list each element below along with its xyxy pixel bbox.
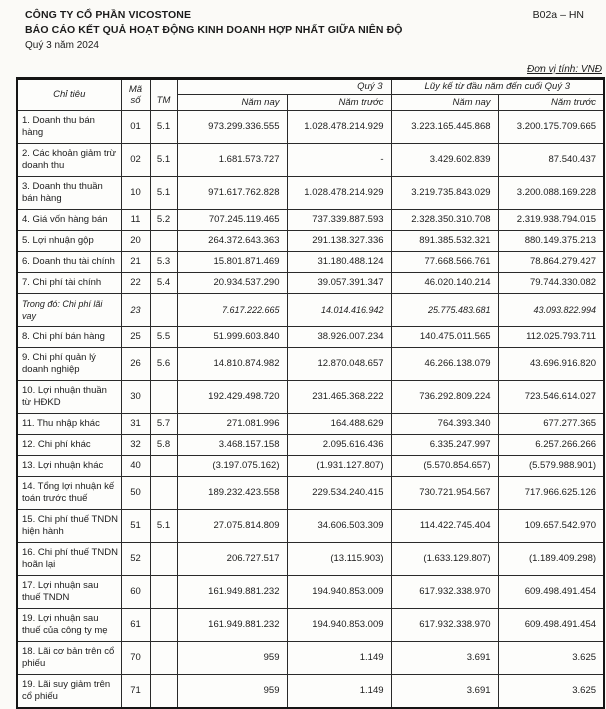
cell-ytd-prior: 6.257.266.266 (498, 435, 604, 456)
report-title: BÁO CÁO KẾT QUẢ HOẠT ĐỘNG KINH DOANH HỢP NHẤT GIỮA NIÊN ĐỘ (25, 24, 403, 36)
cell-q3-current: 14.810.874.982 (177, 348, 287, 381)
cell-q3-prior: 164.488.629 (287, 414, 391, 435)
table-row (17, 252, 604, 273)
cell-ytd-current: 736.292.809.224 (391, 381, 498, 414)
cell-code: 70 (121, 642, 150, 675)
cell-q3-current: 264.372.643.363 (177, 231, 287, 252)
company-name: CÔNG TY CỔ PHẦN VICOSTONE (25, 9, 192, 21)
cell-ytd-current: 617.932.338.970 (391, 609, 498, 642)
cell-note: 5.6 (150, 348, 177, 381)
cell-code: 30 (121, 381, 150, 414)
cell-q3-prior: 38.926.007.234 (287, 327, 391, 348)
cell-ytd-prior: 3.200.175.709.665 (498, 111, 604, 144)
table-row (17, 435, 604, 456)
cell-code: 11 (121, 210, 150, 231)
table-body (17, 111, 604, 709)
cell-q3-current: 15.801.871.469 (177, 252, 287, 273)
cell-ytd-current: 25.775.483.681 (391, 294, 498, 327)
cell-label: 18. Lãi cơ bản trên cổ phiếu (17, 642, 121, 675)
table-row (17, 381, 604, 414)
cell-ytd-current: 764.393.340 (391, 414, 498, 435)
cell-code: 20 (121, 231, 150, 252)
cell-ytd-prior: 3.200.088.169.228 (498, 177, 604, 210)
col-header-q3-prior: Năm trước (287, 95, 391, 111)
cell-note: 5.1 (150, 510, 177, 543)
cell-code: 21 (121, 252, 150, 273)
cell-label: 16. Chi phí thuế TNDN hoãn lại (17, 543, 121, 576)
cell-note: 5.7 (150, 414, 177, 435)
col-header-code (121, 79, 150, 111)
cell-note (150, 381, 177, 414)
cell-code: 40 (121, 456, 150, 477)
cell-code: 02 (121, 144, 150, 177)
cell-q3-prior: (1.931.127.807) (287, 456, 391, 477)
col-header-ytd-current: Năm nay (391, 95, 498, 111)
cell-code: 31 (121, 414, 150, 435)
cell-code: 52 (121, 543, 150, 576)
cell-ytd-prior: 43.696.916.820 (498, 348, 604, 381)
cell-code: 25 (121, 327, 150, 348)
table-row (17, 231, 604, 252)
cell-note: 5.5 (150, 327, 177, 348)
cell-ytd-current: 3.691 (391, 675, 498, 709)
cell-q3-current: 3.468.157.158 (177, 435, 287, 456)
cell-q3-current: 20.934.537.290 (177, 273, 287, 294)
col-header-ytd-prior: Năm trước (498, 95, 604, 111)
cell-ytd-prior: (5.579.988.901) (498, 456, 604, 477)
cell-note: 5.8 (150, 435, 177, 456)
cell-ytd-current: (1.633.129.807) (391, 543, 498, 576)
cell-note: 5.2 (150, 210, 177, 231)
col-header-code-bottom: số (130, 95, 141, 106)
cell-q3-current: 959 (177, 642, 287, 675)
cell-q3-prior: 34.606.503.309 (287, 510, 391, 543)
cell-label: 11. Thu nhập khác (17, 414, 121, 435)
cell-ytd-prior: 3.625 (498, 642, 604, 675)
cell-ytd-prior: 78.864.279.427 (498, 252, 604, 273)
cell-label: Trong đó: Chi phí lãi vay (17, 294, 121, 327)
cell-q3-current: 189.232.423.558 (177, 477, 287, 510)
cell-code: 22 (121, 273, 150, 294)
cell-q3-current: 161.949.881.232 (177, 576, 287, 609)
col-group-ytd: Lũy kế từ đầu năm đến cuối Quý 3 (391, 79, 604, 95)
cell-label: 5. Lợi nhuận gộp (17, 231, 121, 252)
cell-code: 32 (121, 435, 150, 456)
cell-ytd-current: 3.429.602.839 (391, 144, 498, 177)
cell-ytd-prior: 87.540.437 (498, 144, 604, 177)
cell-q3-current: 192.429.498.720 (177, 381, 287, 414)
unit-label: Đơn vị tính: VNĐ (527, 64, 602, 75)
cell-ytd-current: 114.422.745.404 (391, 510, 498, 543)
table-row (17, 609, 604, 642)
cell-label: 17. Lợi nhuận sau thuế TNDN (17, 576, 121, 609)
cell-q3-prior: 231.465.368.222 (287, 381, 391, 414)
table-row (17, 510, 604, 543)
cell-ytd-current: 891.385.532.321 (391, 231, 498, 252)
cell-ytd-current: (5.570.854.657) (391, 456, 498, 477)
cell-code: 50 (121, 477, 150, 510)
cell-ytd-prior: 79.744.330.082 (498, 273, 604, 294)
cell-q3-current: 1.681.573.727 (177, 144, 287, 177)
cell-ytd-current: 3.691 (391, 642, 498, 675)
cell-q3-prior: 1.028.478.214.929 (287, 177, 391, 210)
cell-note: 5.4 (150, 273, 177, 294)
cell-label: 9. Chi phí quản lý doanh nghiệp (17, 348, 121, 381)
cell-note (150, 231, 177, 252)
cell-ytd-prior: 2.319.938.794.015 (498, 210, 604, 231)
cell-q3-current: 973.299.336.555 (177, 111, 287, 144)
cell-q3-current: (3.197.075.162) (177, 456, 287, 477)
table-row (17, 576, 604, 609)
cell-label: 13. Lợi nhuận khác (17, 456, 121, 477)
cell-ytd-prior: 677.277.365 (498, 414, 604, 435)
cell-note (150, 576, 177, 609)
table-header (17, 79, 604, 111)
cell-q3-current: 959 (177, 675, 287, 709)
cell-note (150, 543, 177, 576)
cell-ytd-current: 3.223.165.445.868 (391, 111, 498, 144)
col-header-q3-current: Năm nay (177, 95, 287, 111)
cell-q3-current: 206.727.517 (177, 543, 287, 576)
cell-ytd-current: 3.219.735.843.029 (391, 177, 498, 210)
income-statement-table (16, 77, 605, 709)
form-code: B02a – HN (532, 9, 584, 21)
table-row (17, 477, 604, 510)
cell-code: 60 (121, 576, 150, 609)
cell-q3-prior: 14.014.416.942 (287, 294, 391, 327)
cell-ytd-prior: 609.498.491.454 (498, 576, 604, 609)
cell-ytd-prior: 609.498.491.454 (498, 609, 604, 642)
cell-label: 19. Lợi nhuận sau thuế của công ty mẹ (17, 609, 121, 642)
table-row (17, 675, 604, 709)
cell-q3-prior: 194.940.853.009 (287, 609, 391, 642)
table-row (17, 294, 604, 327)
cell-q3-prior: 737.339.887.593 (287, 210, 391, 231)
cell-note: 5.1 (150, 177, 177, 210)
table-row (17, 327, 604, 348)
cell-label: 14. Tổng lợi nhuận kế toán trước thuế (17, 477, 121, 510)
cell-ytd-current: 6.335.247.997 (391, 435, 498, 456)
cell-label: 6. Doanh thu tài chính (17, 252, 121, 273)
table-row (17, 543, 604, 576)
document-header (25, 9, 584, 51)
cell-note (150, 456, 177, 477)
cell-code: 51 (121, 510, 150, 543)
cell-ytd-prior: 880.149.375.213 (498, 231, 604, 252)
cell-q3-current: 971.617.762.828 (177, 177, 287, 210)
cell-ytd-prior: 109.657.542.970 (498, 510, 604, 543)
cell-code: 71 (121, 675, 150, 709)
cell-q3-prior: 291.138.327.336 (287, 231, 391, 252)
cell-q3-current: 271.081.996 (177, 414, 287, 435)
cell-ytd-current: 617.932.338.970 (391, 576, 498, 609)
cell-note: 5.1 (150, 111, 177, 144)
cell-note (150, 642, 177, 675)
cell-code: 23 (121, 294, 150, 327)
table-row (17, 111, 604, 144)
cell-note (150, 477, 177, 510)
cell-q3-current: 161.949.881.232 (177, 609, 287, 642)
cell-q3-prior: 194.940.853.009 (287, 576, 391, 609)
cell-ytd-current: 730.721.954.567 (391, 477, 498, 510)
col-group-q3: Quý 3 (177, 79, 391, 95)
table-row (17, 210, 604, 231)
cell-q3-prior: 2.095.616.436 (287, 435, 391, 456)
cell-label: 15. Chi phí thuế TNDN hiện hành (17, 510, 121, 543)
cell-label: 3. Doanh thu thuần bán hàng (17, 177, 121, 210)
cell-ytd-prior: 3.625 (498, 675, 604, 709)
cell-label: 8. Chi phí bán hàng (17, 327, 121, 348)
table-row (17, 348, 604, 381)
table-row (17, 177, 604, 210)
cell-q3-prior: (13.115.903) (287, 543, 391, 576)
cell-label: 10. Lợi nhuận thuần từ HĐKD (17, 381, 121, 414)
cell-label: 1. Doanh thu bán hàng (17, 111, 121, 144)
table-row (17, 642, 604, 675)
col-header-criteria: Chỉ tiêu (17, 79, 121, 111)
cell-q3-prior: 39.057.391.347 (287, 273, 391, 294)
cell-q3-prior: 31.180.488.124 (287, 252, 391, 273)
col-header-code-top: Mã (128, 84, 143, 95)
cell-q3-prior: 1.028.478.214.929 (287, 111, 391, 144)
cell-code: 26 (121, 348, 150, 381)
cell-ytd-prior: 723.546.614.027 (498, 381, 604, 414)
report-period: Quý 3 năm 2024 (25, 40, 99, 51)
cell-ytd-prior: (1.189.409.298) (498, 543, 604, 576)
cell-note (150, 294, 177, 327)
cell-label: 7. Chi phí tài chính (17, 273, 121, 294)
table-row (17, 414, 604, 435)
cell-ytd-prior: 717.966.625.126 (498, 477, 604, 510)
cell-label: 4. Giá vốn hàng bán (17, 210, 121, 231)
cell-code: 61 (121, 609, 150, 642)
cell-label: 19. Lãi suy giảm trên cổ phiếu (17, 675, 121, 709)
cell-code: 10 (121, 177, 150, 210)
cell-note: 5.1 (150, 144, 177, 177)
cell-q3-current: 7.617.222.665 (177, 294, 287, 327)
table-row (17, 456, 604, 477)
cell-q3-current: 707.245.119.465 (177, 210, 287, 231)
cell-code: 01 (121, 111, 150, 144)
cell-q3-prior: 229.534.240.415 (287, 477, 391, 510)
cell-ytd-current: 46.020.140.214 (391, 273, 498, 294)
cell-q3-prior: 1.149 (287, 642, 391, 675)
table-row (17, 144, 604, 177)
cell-ytd-prior: 112.025.793.711 (498, 327, 604, 348)
cell-label: 2. Các khoản giảm trừ doanh thu (17, 144, 121, 177)
cell-note: 5.3 (150, 252, 177, 273)
col-header-note: TM (150, 79, 177, 111)
cell-label: 12. Chi phí khác (17, 435, 121, 456)
cell-ytd-current: 2.328.350.310.708 (391, 210, 498, 231)
cell-ytd-prior: 43.093.822.994 (498, 294, 604, 327)
cell-ytd-current: 77.668.566.761 (391, 252, 498, 273)
cell-q3-current: 51.999.603.840 (177, 327, 287, 348)
company-row (25, 9, 584, 21)
cell-q3-prior: - (287, 144, 391, 177)
cell-q3-prior: 12.870.048.657 (287, 348, 391, 381)
table-row (17, 273, 604, 294)
cell-note (150, 675, 177, 709)
cell-q3-prior: 1.149 (287, 675, 391, 709)
cell-ytd-current: 140.475.011.565 (391, 327, 498, 348)
cell-ytd-current: 46.266.138.079 (391, 348, 498, 381)
cell-note (150, 609, 177, 642)
cell-q3-current: 27.075.814.809 (177, 510, 287, 543)
